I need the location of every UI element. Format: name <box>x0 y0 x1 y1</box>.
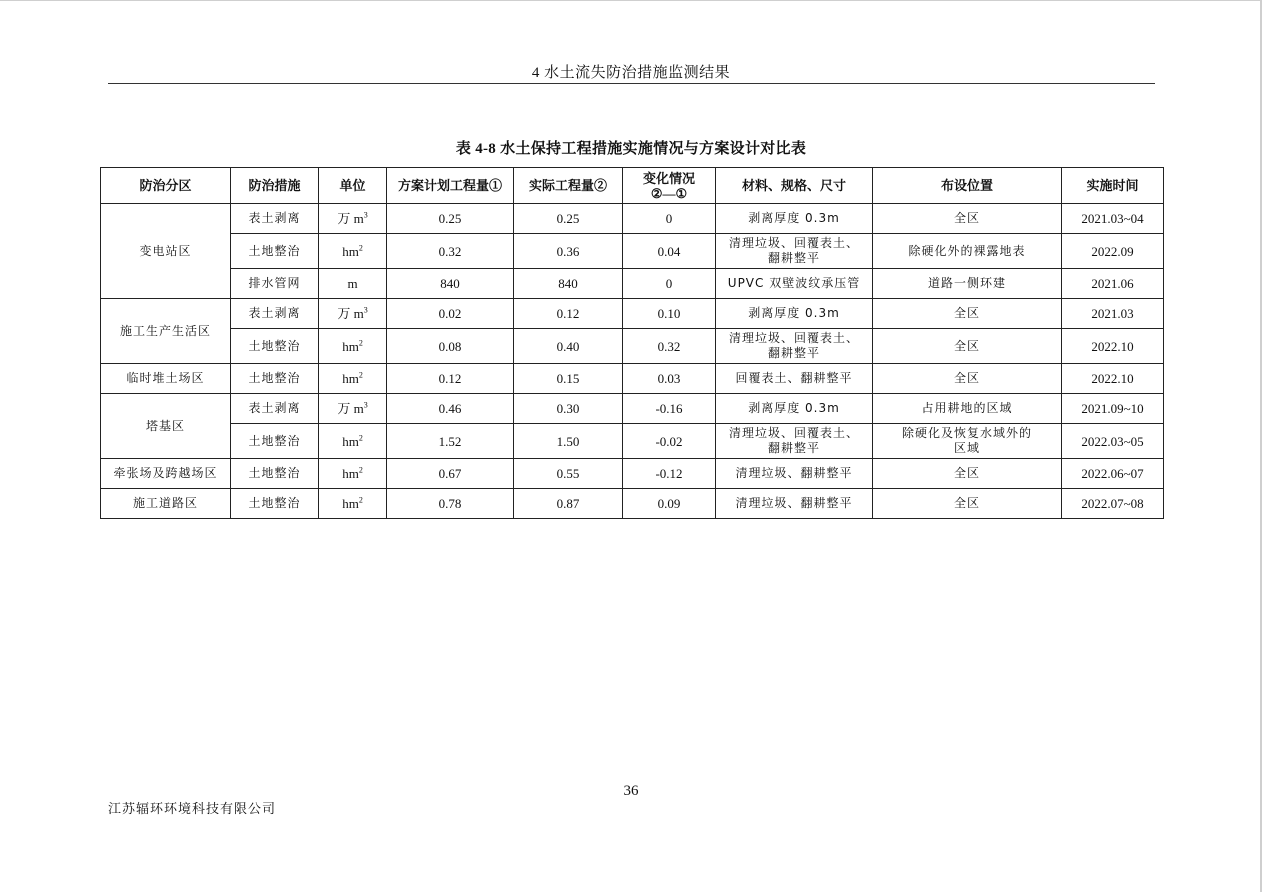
material-cell <box>716 234 873 269</box>
measure-cell: 土地整治 <box>231 329 319 364</box>
table-caption: 表 4-8 水土保持工程措施实施情况与方案设计对比表 <box>455 141 807 157</box>
material-line-1: 清理垃圾、回覆表土、 <box>728 236 859 250</box>
material-cell: 剥离厚度 0.3m <box>716 204 873 234</box>
change-cell: 0.04 <box>623 234 716 269</box>
unit-text: hm <box>342 466 359 481</box>
planned-cell: 840 <box>387 269 514 299</box>
change-cell: 0.09 <box>623 489 716 519</box>
measures-comparison-table <box>100 167 1164 519</box>
location-cell: 除硬化外的裸露地表 <box>873 234 1062 269</box>
change-cell: -0.12 <box>623 459 716 489</box>
actual-cell: 0.12 <box>514 299 623 329</box>
planned-cell: 0.25 <box>387 204 514 234</box>
table-row <box>101 234 1164 269</box>
planned-cell: 1.52 <box>387 424 514 459</box>
unit-superscript: 2 <box>358 433 363 443</box>
planned-cell: 0.46 <box>387 394 514 424</box>
unit-cell <box>319 234 387 269</box>
unit-text: 万 m <box>337 401 364 416</box>
zone-cell: 塔基区 <box>101 394 231 459</box>
measure-cell: 土地整治 <box>231 424 319 459</box>
material-cell <box>716 424 873 459</box>
header-material: 材料、规格、尺寸 <box>716 168 873 204</box>
unit-cell <box>319 459 387 489</box>
unit-superscript: 3 <box>363 210 368 220</box>
unit-cell <box>319 364 387 394</box>
table-row <box>101 364 1164 394</box>
header-unit: 单位 <box>319 168 387 204</box>
time-cell: 2022.10 <box>1062 329 1164 364</box>
material-cell: 清理垃圾、翻耕整平 <box>716 459 873 489</box>
unit-superscript: 2 <box>358 370 363 380</box>
header-change <box>623 168 716 204</box>
location-cell: 全区 <box>873 364 1062 394</box>
table-row <box>101 459 1164 489</box>
material-line-2: 翻耕整平 <box>767 441 820 455</box>
planned-cell: 0.78 <box>387 489 514 519</box>
time-cell: 2021.09~10 <box>1062 394 1164 424</box>
planned-cell: 0.12 <box>387 364 514 394</box>
change-cell: 0.32 <box>623 329 716 364</box>
header-divider <box>108 83 1155 84</box>
header-change-line1: 变化情况 <box>642 170 695 186</box>
location-cell <box>873 424 1062 459</box>
unit-text: hm <box>342 338 359 354</box>
unit-cell <box>319 204 387 234</box>
header-actual: 实际工程量② <box>514 168 623 204</box>
time-cell: 2021.03~04 <box>1062 204 1164 234</box>
material-cell <box>716 329 873 364</box>
time-cell: 2022.07~08 <box>1062 489 1164 519</box>
location-line-2: 区域 <box>953 441 980 455</box>
location-cell: 全区 <box>873 459 1062 489</box>
unit-cell <box>319 299 387 329</box>
measure-cell: 土地整治 <box>231 489 319 519</box>
actual-cell: 0.25 <box>514 204 623 234</box>
zone-cell: 变电站区 <box>101 204 231 299</box>
time-cell: 2022.10 <box>1062 364 1164 394</box>
material-line-1: 清理垃圾、回覆表土、 <box>728 426 859 440</box>
unit-cell: m <box>319 269 387 299</box>
planned-cell: 0.08 <box>387 329 514 364</box>
actual-cell: 0.15 <box>514 364 623 394</box>
unit-text: 万 m <box>337 211 364 226</box>
material-cell: 清理垃圾、翻耕整平 <box>716 489 873 519</box>
header-change-line2: ②—① <box>650 185 688 201</box>
header-planned: 方案计划工程量① <box>387 168 514 204</box>
unit-cell <box>319 394 387 424</box>
footer-company-name: 江苏辐环环境科技有限公司 <box>108 802 277 817</box>
unit-superscript: 2 <box>358 243 363 253</box>
measure-cell: 表土剥离 <box>231 299 319 329</box>
table-row <box>101 269 1164 299</box>
location-cell: 全区 <box>873 204 1062 234</box>
time-cell: 2022.09 <box>1062 234 1164 269</box>
measure-cell: 排水管网 <box>231 269 319 299</box>
actual-cell: 1.50 <box>514 424 623 459</box>
change-cell: -0.02 <box>623 424 716 459</box>
zone-cell: 临时堆土场区 <box>101 364 231 394</box>
measure-cell: 土地整治 <box>231 459 319 489</box>
change-cell: 0.10 <box>623 299 716 329</box>
unit-superscript: 3 <box>363 305 368 315</box>
measure-cell: 土地整治 <box>231 364 319 394</box>
location-cell: 全区 <box>873 299 1062 329</box>
location-cell: 全区 <box>873 329 1062 364</box>
zone-cell: 牵张场及跨越场区 <box>101 459 231 489</box>
unit-text: hm <box>342 496 359 511</box>
time-cell: 2022.03~05 <box>1062 424 1164 459</box>
material-cell: 回覆表土、翻耕整平 <box>716 364 873 394</box>
planned-cell: 0.02 <box>387 299 514 329</box>
time-cell: 2021.06 <box>1062 269 1164 299</box>
table-row <box>101 394 1164 424</box>
measure-cell: 表土剥离 <box>231 394 319 424</box>
actual-cell: 0.36 <box>514 234 623 269</box>
material-line-1: 清理垃圾、回覆表土、 <box>728 331 859 345</box>
zone-cell: 施工道路区 <box>101 489 231 519</box>
table-row <box>101 489 1164 519</box>
zone-cell: 施工生产生活区 <box>101 299 231 364</box>
unit-cell <box>319 489 387 519</box>
unit-text: hm <box>342 371 359 386</box>
material-cell: 剥离厚度 0.3m <box>716 299 873 329</box>
change-cell: -0.16 <box>623 394 716 424</box>
measure-cell: 表土剥离 <box>231 204 319 234</box>
actual-cell: 0.55 <box>514 459 623 489</box>
change-cell: 0 <box>623 204 716 234</box>
unit-superscript: 3 <box>363 400 368 410</box>
change-cell: 0.03 <box>623 364 716 394</box>
table-header-row <box>101 168 1164 204</box>
actual-cell: 0.40 <box>514 329 623 364</box>
unit-text: hm <box>342 433 359 449</box>
header-time: 实施时间 <box>1062 168 1164 204</box>
time-cell: 2022.06~07 <box>1062 459 1164 489</box>
header-zone: 防治分区 <box>101 168 231 204</box>
actual-cell: 840 <box>514 269 623 299</box>
location-line-1: 除硬化及恢复水域外的 <box>901 426 1032 440</box>
location-cell: 占用耕地的区域 <box>873 394 1062 424</box>
location-cell: 道路一侧环建 <box>873 269 1062 299</box>
table-row <box>101 204 1164 234</box>
unit-cell <box>319 424 387 459</box>
actual-cell: 0.87 <box>514 489 623 519</box>
unit-superscript: 2 <box>358 495 363 505</box>
unit-superscript: 2 <box>358 338 363 348</box>
material-line-2: 翻耕整平 <box>767 251 820 265</box>
unit-superscript: 2 <box>358 465 363 475</box>
chapter-header-title: 4 水土流失防治措施监测结果 <box>531 65 731 81</box>
table-row <box>101 424 1164 459</box>
header-location: 布设位置 <box>873 168 1062 204</box>
measure-cell: 土地整治 <box>231 234 319 269</box>
unit-text: hm <box>342 243 359 259</box>
planned-cell: 0.32 <box>387 234 514 269</box>
header-measure: 防治措施 <box>231 168 319 204</box>
actual-cell: 0.30 <box>514 394 623 424</box>
material-line-2: 翻耕整平 <box>767 346 820 360</box>
table-row <box>101 329 1164 364</box>
planned-cell: 0.67 <box>387 459 514 489</box>
material-cell: UPVC 双壁波纹承压管 <box>716 269 873 299</box>
unit-cell <box>319 329 387 364</box>
change-cell: 0 <box>623 269 716 299</box>
material-cell: 剥离厚度 0.3m <box>716 394 873 424</box>
time-cell: 2021.03 <box>1062 299 1164 329</box>
unit-text: 万 m <box>337 306 364 321</box>
page-number: 36 <box>623 783 639 799</box>
table-row <box>101 299 1164 329</box>
location-cell: 全区 <box>873 489 1062 519</box>
